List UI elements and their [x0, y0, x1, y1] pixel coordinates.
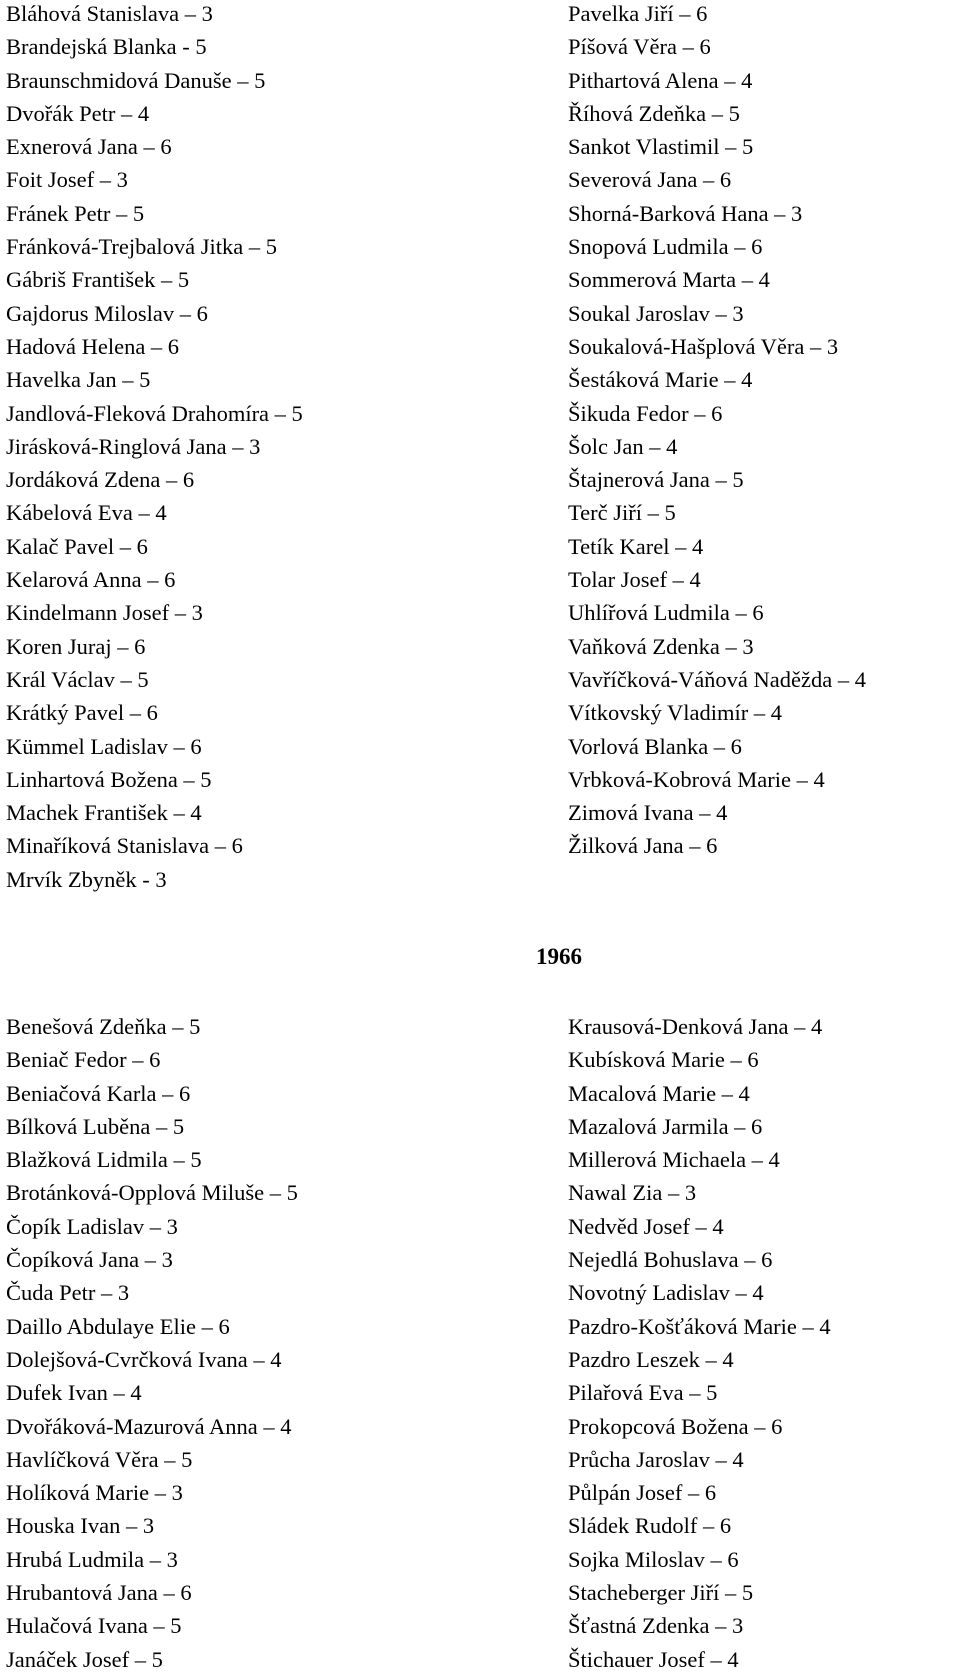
- name-entry: Braunschmidová Danuše – 5: [6, 67, 266, 93]
- name-entry: Macalová Marie – 4: [568, 1080, 750, 1106]
- name-entry: Král Václav – 5: [6, 666, 149, 692]
- name-entry: Bílková Luběna – 5: [6, 1113, 185, 1139]
- section-2-right-column: [568, 1010, 831, 1676]
- name-entry: Nejedlá Bohuslava – 6: [568, 1247, 773, 1273]
- name-entry: Kubísková Marie – 6: [568, 1047, 759, 1073]
- name-entry: Hulačová Ivana – 5: [6, 1613, 182, 1639]
- name-entry: Tetík Karel – 4: [568, 533, 704, 559]
- name-entry: Novotný Ladislav – 4: [568, 1280, 764, 1306]
- name-entry: Kindelmann Josef – 3: [6, 600, 203, 626]
- name-entry: Říhová Zdeňka – 5: [568, 100, 740, 126]
- name-entry: Šestáková Marie – 4: [568, 367, 753, 393]
- name-entry: Uhlířová Ludmila – 6: [568, 600, 764, 626]
- name-entry: Mazalová Jarmila – 6: [568, 1113, 763, 1139]
- name-entry: Čopíková Jana – 3: [6, 1247, 173, 1273]
- name-entry: Štichauer Josef – 4: [568, 1646, 739, 1672]
- name-entry: Sommerová Marta – 4: [568, 267, 770, 293]
- name-entry: Pavelka Jiří – 6: [568, 1, 708, 26]
- name-entry: Dvořáková-Mazurová Anna – 4: [6, 1413, 292, 1439]
- name-entry: Půlpán Josef – 6: [568, 1480, 717, 1506]
- name-entry: Hrubantová Jana – 6: [6, 1580, 192, 1606]
- name-entry: Soukalová-Hašplová Věra – 3: [568, 333, 839, 359]
- name-entry: Gajdorus Miloslav – 6: [6, 300, 208, 326]
- name-entry: Pilařová Eva – 5: [568, 1380, 718, 1406]
- name-entry: Brandejská Blanka - 5: [6, 34, 207, 60]
- name-entry: Kelarová Anna – 6: [6, 567, 176, 593]
- name-entry: Vavříčková-Váňová Naděžda – 4: [568, 666, 866, 692]
- name-entry: Pazdro Leszek – 4: [568, 1346, 734, 1372]
- name-entry: Machek František – 4: [6, 800, 202, 826]
- name-entry: Benešová Zdeňka – 5: [6, 1014, 201, 1039]
- section-1-right-column: [568, 0, 866, 863]
- name-entry: Vrbková-Kobrová Marie – 4: [568, 766, 825, 792]
- name-entry: Tolar Josef – 4: [568, 567, 701, 593]
- name-entry: Foit Josef – 3: [6, 167, 128, 193]
- name-entry: Jirásková-Ringlová Jana – 3: [6, 433, 261, 459]
- name-entry: Exnerová Jana – 6: [6, 134, 172, 160]
- name-entry: Minaříková Stanislava – 6: [6, 833, 243, 859]
- name-entry: Fránková-Trejbalová Jitka – 5: [6, 234, 277, 260]
- name-entry: Houska Ivan – 3: [6, 1513, 155, 1539]
- name-entry: Fránek Petr – 5: [6, 200, 145, 226]
- name-entry: Hadová Helena – 6: [6, 333, 180, 359]
- name-entry: Snopová Ludmila – 6: [568, 234, 763, 260]
- name-entry: Havlíčková Věra – 5: [6, 1446, 193, 1472]
- name-entry: Krátký Pavel – 6: [6, 700, 158, 726]
- name-entry: Millerová Michaela – 4: [568, 1147, 780, 1173]
- name-entry: Linhartová Božena – 5: [6, 766, 212, 792]
- section-1-left-column: [6, 0, 303, 896]
- name-entry: Sládek Rudolf – 6: [568, 1513, 732, 1539]
- name-entry: Severová Jana – 6: [568, 167, 732, 193]
- name-entry: Jordáková Zdena – 6: [6, 467, 195, 493]
- name-entry: Gábriš František – 5: [6, 267, 190, 293]
- name-entry: Holíková Marie – 3: [6, 1480, 183, 1506]
- name-entry: Beniačová Karla – 6: [6, 1080, 191, 1106]
- name-entry: Šolc Jan – 4: [568, 433, 678, 459]
- name-entry: Sankot Vlastimil – 5: [568, 134, 754, 160]
- name-entry: Čopík Ladislav – 3: [6, 1213, 178, 1239]
- name-entry: Pithartová Alena – 4: [568, 67, 753, 93]
- name-entry: Blažková Lidmila – 5: [6, 1147, 202, 1173]
- name-entry: Mrvík Zbyněk - 3: [6, 866, 167, 892]
- name-entry: Prokopcová Božena – 6: [568, 1413, 783, 1439]
- name-entry: Dvořák Petr – 4: [6, 100, 150, 126]
- name-entry: Jandlová-Fleková Drahomíra – 5: [6, 400, 303, 426]
- name-entry: Šikuda Fedor – 6: [568, 400, 723, 426]
- name-entry: Stacheberger Jiří – 5: [568, 1580, 754, 1606]
- name-entry: Beniač Fedor – 6: [6, 1047, 161, 1073]
- name-entry: Terč Jiří – 5: [568, 500, 676, 526]
- name-entry: Dufek Ivan – 4: [6, 1380, 142, 1406]
- name-entry: Žilková Jana – 6: [568, 833, 718, 859]
- name-entry: Kümmel Ladislav – 6: [6, 733, 202, 759]
- name-entry: Průcha Jaroslav – 4: [568, 1446, 744, 1472]
- name-entry: Brotánková-Opplová Miluše – 5: [6, 1180, 298, 1206]
- section-2-left-column: [6, 1010, 298, 1676]
- name-entry: Dolejšová-Cvrčková Ivana – 4: [6, 1346, 282, 1372]
- name-entry: Daillo Abdulaye Elie – 6: [6, 1313, 230, 1339]
- name-entry: Sojka Miloslav – 6: [568, 1546, 739, 1572]
- name-entry: Hrubá Ludmila – 3: [6, 1546, 178, 1572]
- name-entry: Zimová Ivana – 4: [568, 800, 728, 826]
- name-entry: Soukal Jaroslav – 3: [568, 300, 744, 326]
- name-entry: Havelka Jan – 5: [6, 367, 151, 393]
- name-entry: Koren Juraj – 6: [6, 633, 146, 659]
- name-entry: Píšová Věra – 6: [568, 34, 711, 60]
- name-entry: Vítkovský Vladimír – 4: [568, 700, 782, 726]
- name-entry: Nawal Zia – 3: [568, 1180, 697, 1206]
- name-entry: Štajnerová Jana – 5: [568, 467, 744, 493]
- name-entry: Bláhová Stanislava – 3: [6, 1, 213, 26]
- name-entry: Vorlová Blanka – 6: [568, 733, 742, 759]
- year-heading: 1966: [536, 944, 582, 969]
- name-entry: Kalač Pavel – 6: [6, 533, 148, 559]
- name-entry: Janáček Josef – 5: [6, 1646, 163, 1672]
- name-entry: Kábelová Eva – 4: [6, 500, 167, 526]
- name-entry: Nedvěd Josef – 4: [568, 1213, 724, 1239]
- name-entry: Shorná-Barková Hana – 3: [568, 200, 803, 226]
- name-entry: Pazdro-Košťáková Marie – 4: [568, 1313, 831, 1339]
- name-entry: Krausová-Denková Jana – 4: [568, 1014, 823, 1039]
- name-entry: Vaňková Zdenka – 3: [568, 633, 754, 659]
- name-entry: Čuda Petr – 3: [6, 1280, 130, 1306]
- name-entry: Šťastná Zdenka – 3: [568, 1613, 744, 1639]
